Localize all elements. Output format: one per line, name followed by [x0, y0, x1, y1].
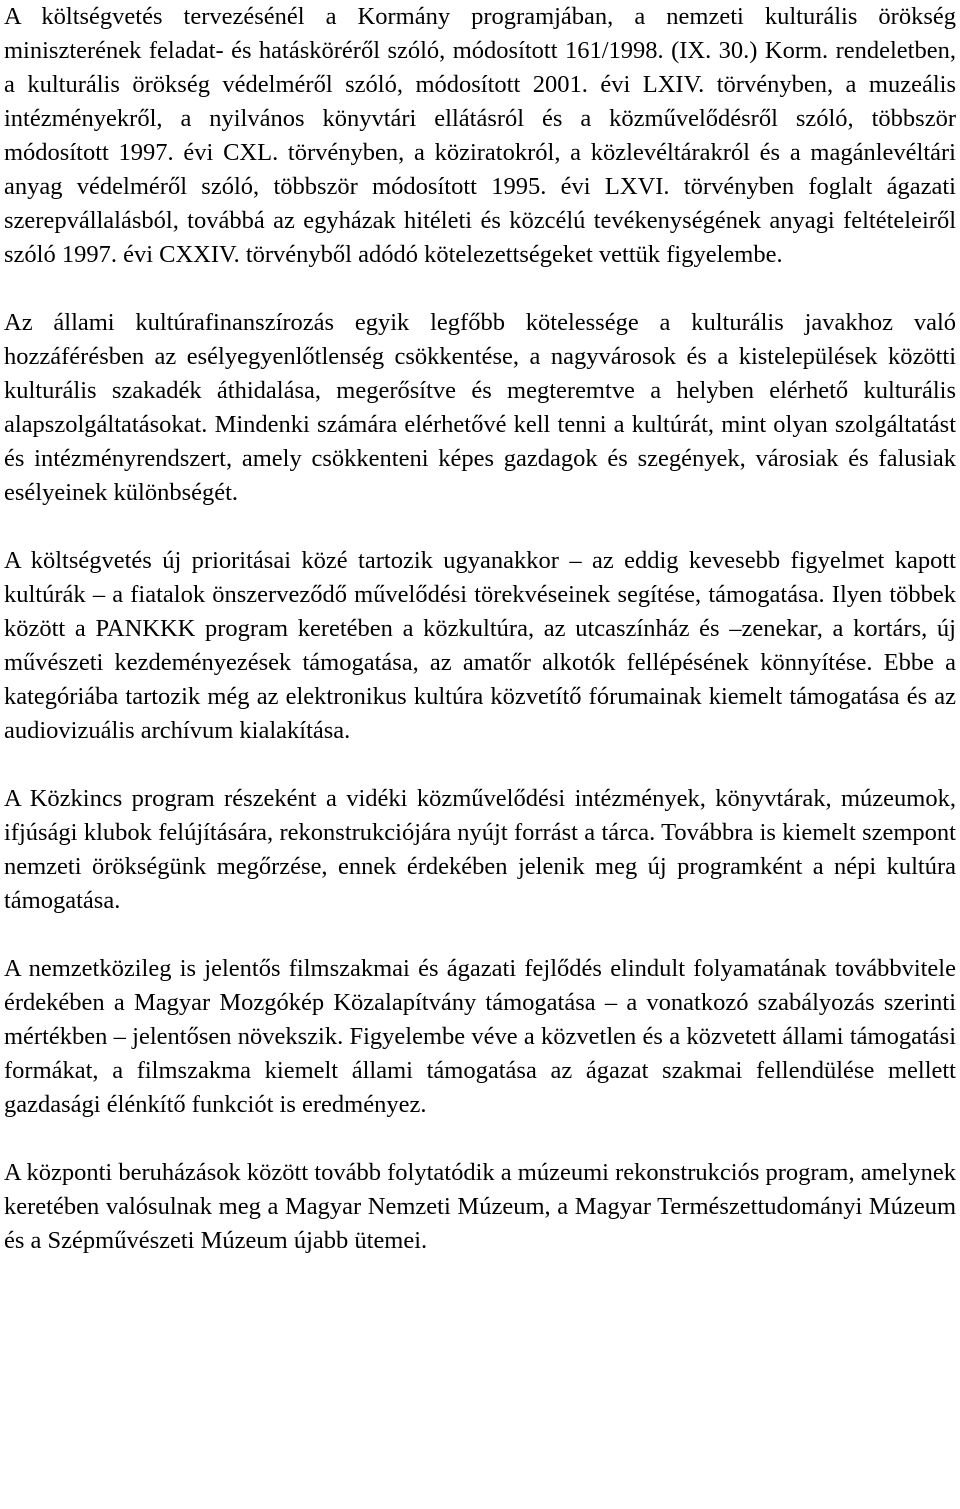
paragraph-film-industry: A nemzetközileg is jelentős filmszakmai és ágazati fejlődés elindult folyamatának továbbvitele érdekében a Magyar Mozgókép Közalapítvány támogatása – a vonatkozó szabályozás szerinti mértékben – jelentősen növekszik. Figyelembe véve a közvetlen és a közvetett állami támogatási formákat, a filmszakma kiemelt állami támogatása az ágazat szakmai fellendülése mellett gazdasági élénkítő funkciót is eredményez.: [4, 955, 956, 1118]
paragraph-legal-basis: A költségvetés tervezésénél a Kormány programjában, a nemzeti kulturális örökség miniszterének feladat- és hatásköréről szóló, módosított 161/1998. (IX. 30.) Korm. rendeletben, a kulturális örökség védelméről szóló, módosított 2001. évi LXIV. törvényben, a muzeális intézményekről, a nyilvános könyvtári ellátásról és a közművelődésről szóló, többször módosított 1997. évi CXL. törvényben, a köziratokról, a közlevéltárakról és a magánlevéltári anyag védelméről szóló, többször módosított 1995. évi LXVI. törvényben foglalt ágazati szerepvállalásból, továbbá az egyházak hitéleti és közcélú tevékenységének anyagi feltételeiről szóló 1997. évi CXXIV. törvényből adódó kötelezettségeket vettük figyelembe.: [4, 3, 956, 268]
paragraph-equal-access: Az állami kultúrafinanszírozás egyik legfőbb kötelessége a kulturális javakhoz való hozzáférésben az esélyegyenlőtlenség csökkentése, a nagyvárosok és a kistelepülések közötti kulturális szakadék áthidalása, megerősítve és megteremtve a helyben elérhető kulturális alapszolgáltatásokat. Mindenki számára elérhetővé kell tenni a kultúrát, mint olyan szolgáltatást és intézményrendszert, amely csökkenteni képes gazdagok és szegények, városiak és falusiak esélyeinek különbségét.: [4, 309, 956, 506]
paragraph-museum-investments: A központi beruházások között tovább folytatódik a múzeumi rekonstrukciós program, amelynek keretében valósulnak meg a Magyar Nemzeti Múzeum, a Magyar Természettudományi Múzeum és a Szépművészeti Múzeum újabb ütemei.: [4, 1159, 956, 1254]
paragraph-kozkincs-program: A Közkincs program részeként a vidéki közművelődési intézmények, könyvtárak, múzeumok, ifjúsági klubok felújítására, rekonstrukciójára nyújt forrást a tárca. Továbbra is kiemelt szempont nemzeti örökségünk megőrzése, ennek érdekében jelenik meg új programként a népi kultúra támogatása.: [4, 785, 956, 914]
paragraph-new-priorities: A költségvetés új prioritásai közé tartozik ugyanakkor – az eddig kevesebb figyelmet kapott kultúrák – a fiatalok önszerveződő művelődési törekvéseinek segítése, támogatása. Ilyen többek között a PANKKK program keretében a közkultúra, az utcaszínház és –zenekar, a kortárs, új művészeti kezdeményezések támogatása, az amatőr alkotók fellépésének könnyítése. Ebbe a kategóriába tartozik még az elektronikus kultúra közvetítő fórumainak kiemelt támogatása és az audiovizuális archívum kialakítása.: [4, 547, 956, 744]
